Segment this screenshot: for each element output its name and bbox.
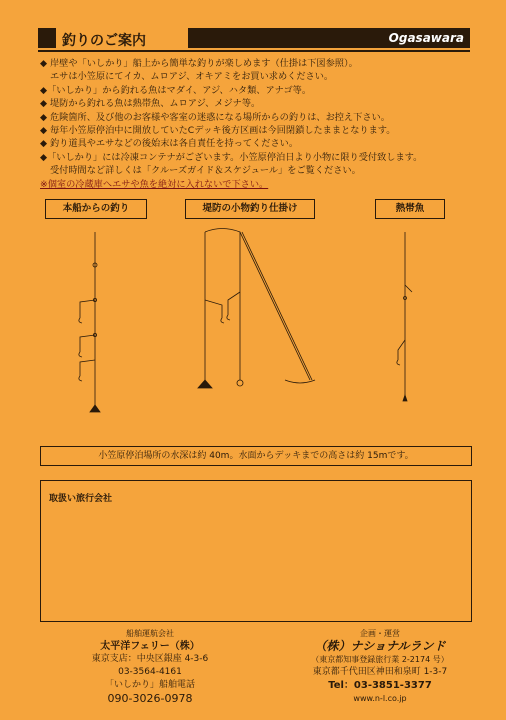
planner-info (280, 627, 480, 705)
note-item: ◆ 毎年小笠原停泊中に開放していたCデッキ後方区画は今回閉鎖したままとなります。 (40, 125, 396, 137)
ship-fishing-label: 本船からの釣り (45, 199, 147, 219)
travel-agency-box (40, 480, 472, 622)
tropical-fish-label: 熱帯魚 (375, 199, 445, 219)
page-title: 釣りのご案内 (62, 33, 146, 49)
pier-rig-label: 堤防の小物釣り仕掛け (185, 199, 315, 219)
tropical-rig-diagram (397, 232, 412, 401)
operator-caption: 船舶運航会社 (126, 629, 174, 638)
note-item: ◆「いしかり」には冷凍コンテナがございます。小笠原停泊日より小物に限り受付致します。 (40, 151, 423, 163)
note-item: ◆ 堤防から釣れる魚は熱帯魚、ムロアジ、メジナ等。 (40, 98, 261, 110)
note-item: 受付時間など詳しくは「クルーズガイド＆スケジュール」をご覧ください。 (50, 165, 361, 177)
note-item: ◆「いしかり」から釣れる魚はマダイ、アジ、ハタ類、アナゴ等。 (40, 84, 312, 96)
note-item: ◆ 岸壁や「いしかり」船上から簡単な釣りが楽しめます（仕掛は下図参照）。 (40, 58, 358, 69)
ship-rig-diagram (79, 232, 100, 412)
planner-logo: （株）ナショナルランド (314, 639, 446, 653)
operator-tel: 03-3564-4161 (118, 667, 182, 677)
note-item: エサは小笠原にてイカ、ムロアジ、オキアミをお買い求めください。 (50, 71, 334, 83)
note-item: ◆ 釣り道具やエサなどの後始末は各自責任を持ってください。 (40, 138, 299, 150)
operator-name: 太平洋フェリー（株） (100, 641, 200, 652)
planner-license: （東京都知事登録旅行業 2-2174 号） (311, 655, 449, 664)
depth-note: 小笠原停泊場所の水深は約 40m。水面からデッキまでの高さは約 15mです。 (40, 446, 472, 466)
planner-tel: Tel：03-3851-3377 (328, 680, 432, 691)
ship-phone: 090-3026-0978 (107, 692, 193, 705)
operator-address: 東京支店：中央区銀座 4-3-6 (91, 654, 209, 664)
planner-caption: 企画・運営 (360, 629, 400, 638)
ship-phone-label: 「いしかり」船舶電話 (104, 680, 195, 690)
note-item: ◆ 危険箇所、及び他のお客様や客室の迷惑になる場所からの釣りは、お控え下さい。 (40, 111, 390, 123)
planner-address: 東京都千代田区神田和泉町 1-3-7 (312, 667, 448, 677)
pier-rig-diagram (198, 229, 315, 389)
brand-logo: Ogasawara (388, 31, 464, 45)
operator-info (60, 627, 240, 705)
note-item: ※個室の冷蔵庫へエサや魚を絶対に入れないで下さい。 (40, 178, 269, 190)
travel-agency-label: 取扱い旅行会社 (49, 494, 113, 504)
planner-url[interactable]: www.n-l.co.jp (353, 694, 407, 703)
